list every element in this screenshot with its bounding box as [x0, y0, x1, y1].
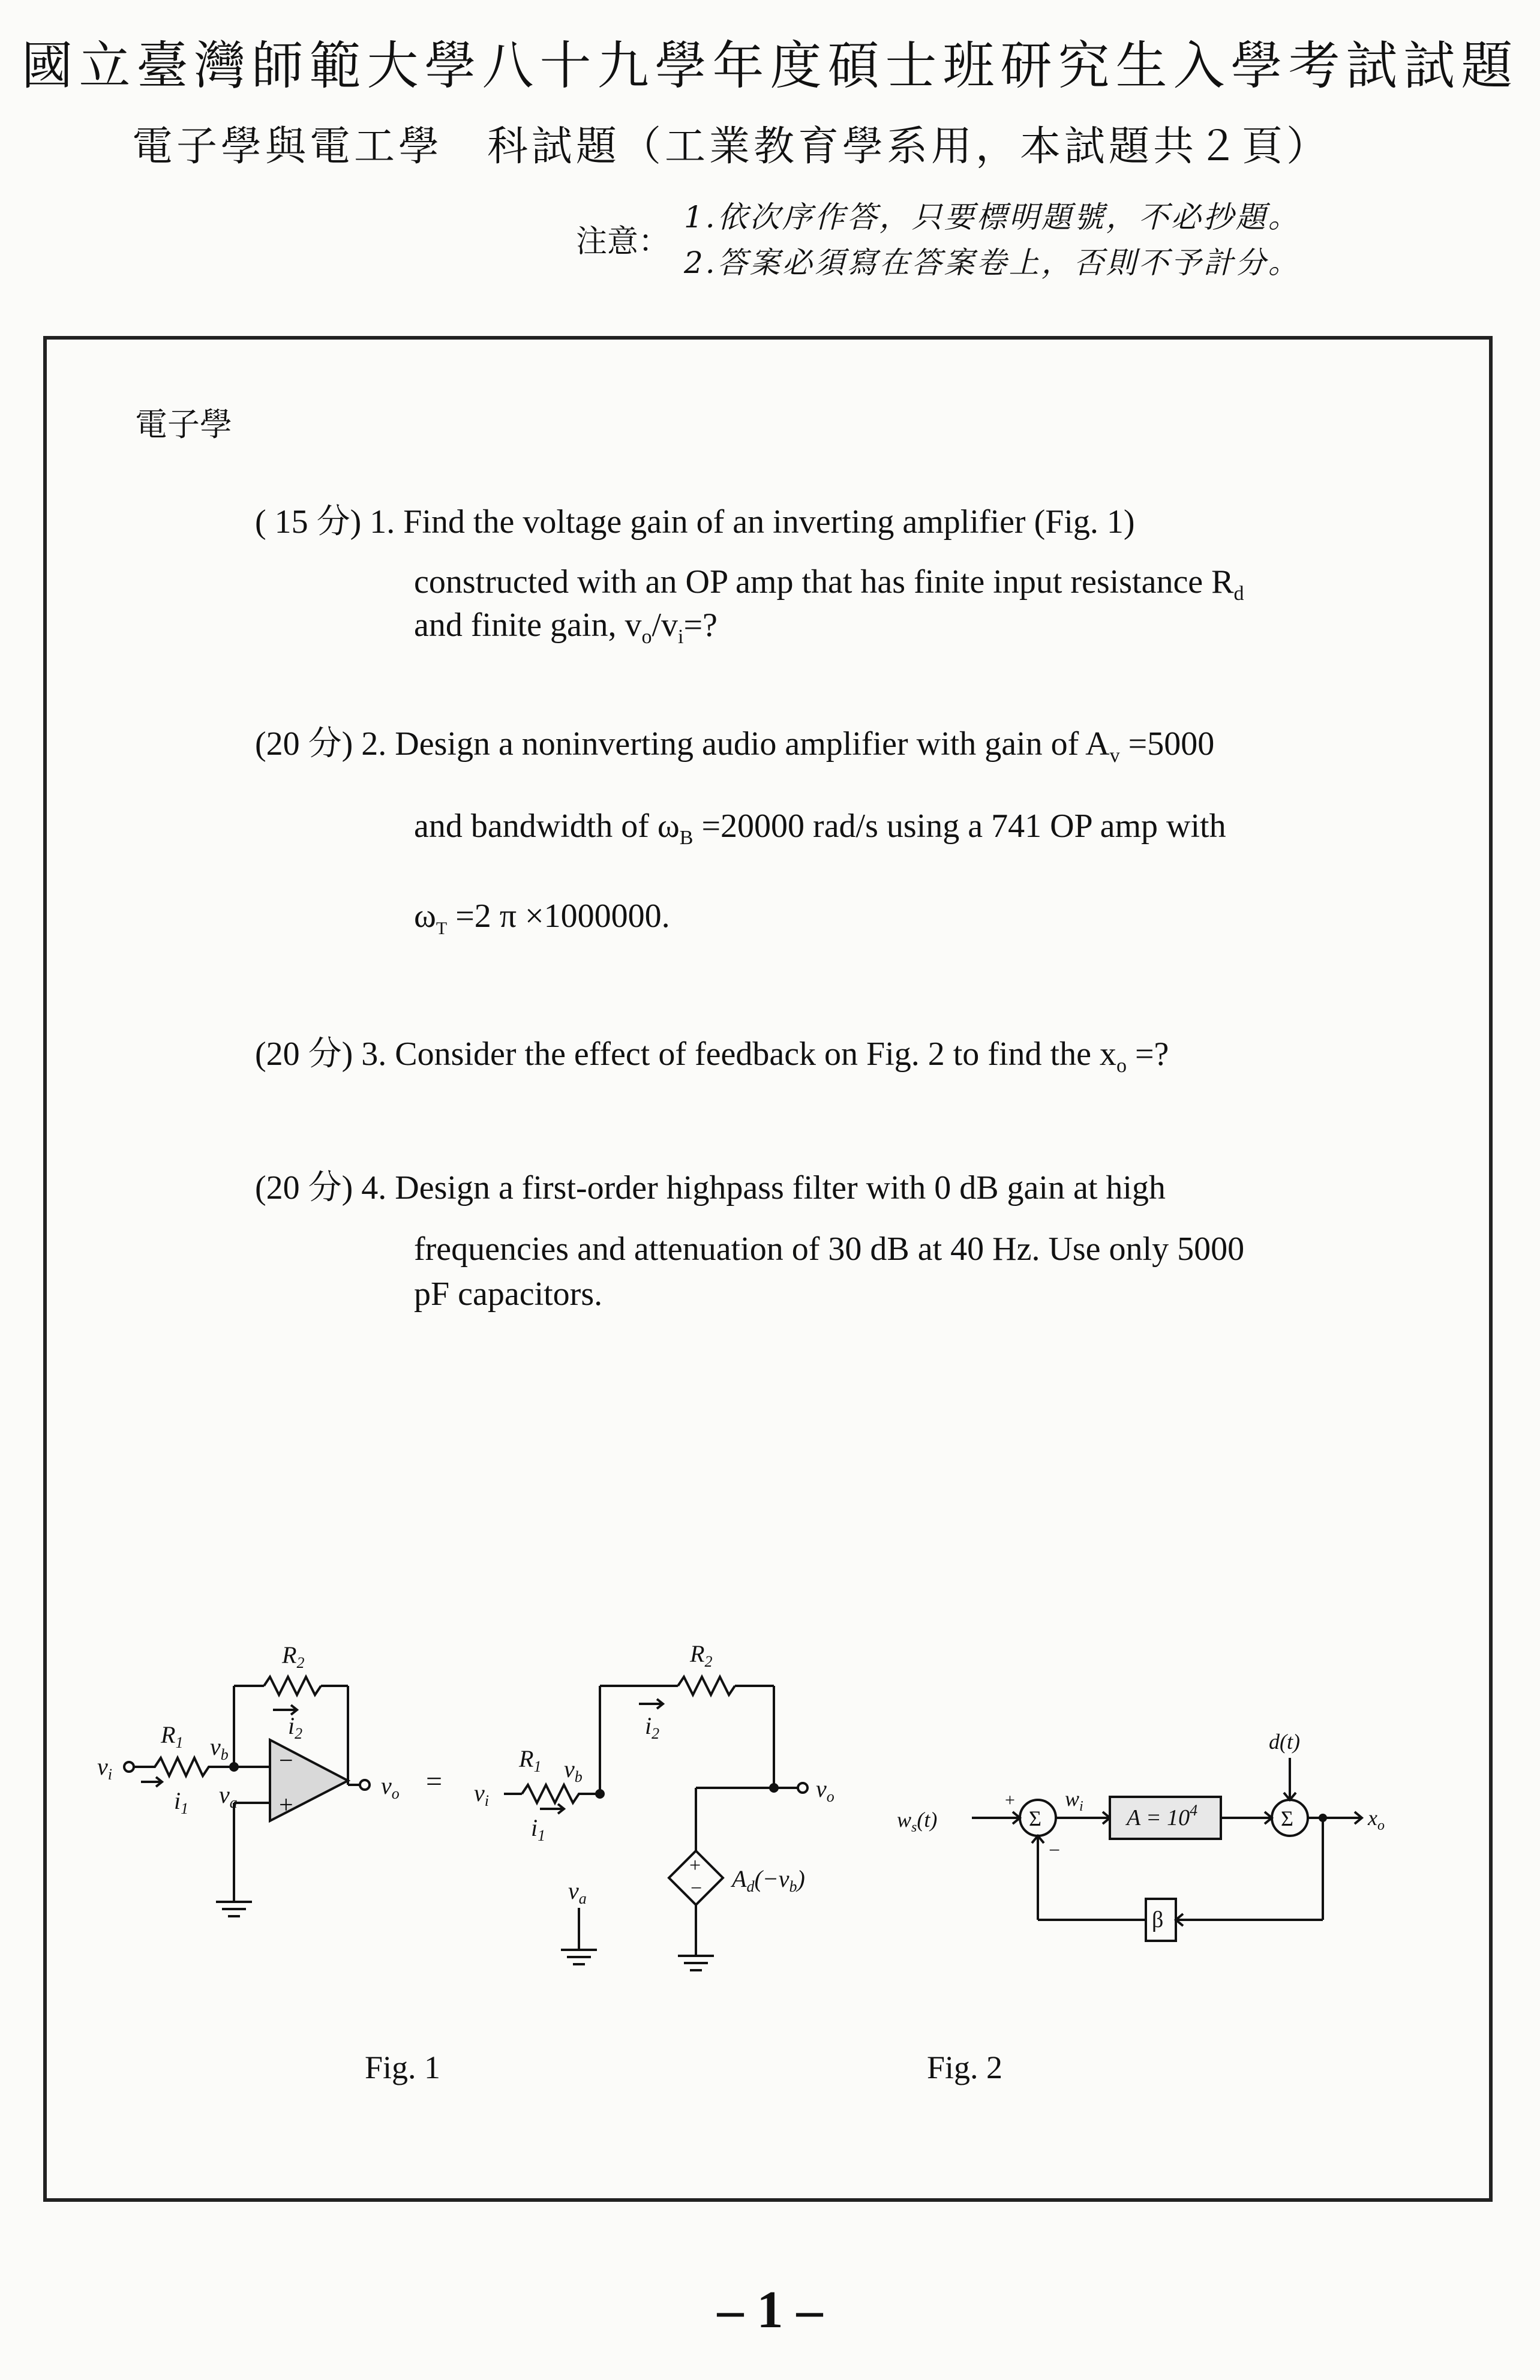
label-i2-sub: 2 [295, 1725, 303, 1742]
question-3 [255, 1027, 1169, 1078]
label-ad-arg-sub: b [789, 1878, 797, 1895]
question-2-points: (20 分) 2. [255, 725, 387, 763]
notice-label: 注意： [576, 224, 670, 260]
opamp-plus-sign: + [279, 1791, 293, 1819]
label-ad: A [732, 1865, 747, 1892]
label-r2: R [282, 1641, 297, 1668]
label-gain: A = 10 [1127, 1805, 1190, 1830]
label-ad-arg: (−v [754, 1865, 789, 1892]
exam-subtitle: 電子學與電工學 科試題（工業教育學系用，本試題共２頁） [132, 123, 1331, 170]
question-1-line-3: and finite gain, v [414, 607, 642, 644]
label-ad-close: ) [797, 1865, 805, 1892]
label-ws-arg: (t) [917, 1808, 938, 1832]
question-2 [255, 717, 1214, 767]
svg-text:R2 [689, 1640, 712, 1670]
question-1-line-1: Find the voltage gain of an inverting amplifier (Fig. 1) [403, 503, 1135, 541]
svg-text:va [219, 1781, 238, 1811]
label-r1: R [161, 1721, 176, 1748]
subscript-d: d [1233, 583, 1244, 605]
question-2-line-2-end: =20000 rad/s using a 741 OP amp with [693, 808, 1226, 845]
svg-text:i1 [531, 1814, 545, 1844]
label-vi-model-sub: i [484, 1792, 489, 1809]
figures-diagram [90, 1620, 1470, 2040]
svg-text:Ad(−vb) [730, 1865, 805, 1895]
label-vi-sub: i [107, 1766, 112, 1783]
label-r2-model-sub: 2 [704, 1653, 713, 1670]
subscript-o: o [641, 626, 652, 649]
label-vi: v [97, 1753, 108, 1780]
svg-text:A = 104 [1125, 1802, 1197, 1830]
svg-text:R1 [160, 1721, 183, 1751]
question-2-line-3-end: =2 π ×1000000. [447, 898, 670, 935]
svg-text:i1 [174, 1787, 188, 1817]
subscript-t: T [436, 919, 448, 939]
label-va-model: v [568, 1877, 579, 1904]
subscript-i: i [678, 626, 684, 649]
question-2-line-2: and bandwidth of ω [414, 808, 680, 845]
label-gain-exp: 4 [1190, 1802, 1198, 1819]
label-va-model-sub: a [578, 1890, 587, 1907]
question-3-line-1: Consider the effect of feedback on Fig. 2 to find the x [395, 1036, 1116, 1073]
page-number: – 1 – [717, 2281, 823, 2339]
question-2-line-1-end: =5000 [1119, 725, 1215, 763]
r1-resistor-left [134, 1758, 234, 1776]
label-i2-model-sub: 2 [652, 1725, 660, 1742]
sum-symbol-2: Σ [1281, 1806, 1293, 1830]
svg-text:xo [1367, 1806, 1385, 1833]
label-va: v [219, 1781, 230, 1808]
label-dt: d(t) [1269, 1730, 1300, 1754]
question-2-line-2-wrap [414, 807, 1226, 850]
question-4-line-2: frequencies and attenuation of 30 dB at 40 Hz. Use only 5000 [414, 1230, 1245, 1268]
question-1-line-2: constructed with an OP amp that has finite input resistance R [414, 563, 1234, 601]
svg-text:R1 [518, 1745, 541, 1775]
question-3-points: (20 分) 3. [255, 1036, 387, 1073]
svg-text:vi [97, 1753, 112, 1783]
r2-resistor-left [264, 1677, 321, 1695]
label-vo: v [381, 1772, 392, 1799]
label-r1-model-sub: 1 [533, 1758, 542, 1775]
source-plus-sign: + [689, 1854, 701, 1877]
svg-text:vo [816, 1775, 834, 1805]
label-xo-sub: o [1377, 1818, 1385, 1833]
label-ws: w [897, 1808, 912, 1832]
question-1-slash: /v [652, 607, 679, 644]
svg-text:i2 [288, 1712, 302, 1742]
label-ad-sub: d [746, 1878, 755, 1895]
question-4 [255, 1161, 1166, 1209]
label-i1-model-sub: 1 [538, 1827, 546, 1844]
label-vo-model: v [816, 1775, 827, 1802]
r2-resistor-model [678, 1677, 735, 1695]
svg-text:vb [210, 1733, 229, 1763]
opamp-minus-sign: − [279, 1747, 293, 1775]
label-i1-sub: 1 [181, 1800, 189, 1817]
label-i1-model: i [531, 1814, 538, 1841]
label-vb-model: v [564, 1755, 575, 1782]
label-ws-sub: s [911, 1820, 917, 1835]
svg-text:wi [1065, 1787, 1083, 1814]
label-vb: v [210, 1733, 221, 1760]
question-1-end: =? [683, 607, 718, 644]
question-1 [255, 495, 1135, 543]
label-beta: β [1152, 1907, 1164, 1932]
notice-item-1: 1.依次序作答，只要標明題號，不必抄題。 [684, 200, 1301, 235]
svg-text:R2 [281, 1641, 304, 1671]
label-wi: w [1065, 1787, 1080, 1811]
question-3-end: =? [1126, 1036, 1169, 1073]
junction-plus-sign: + [1005, 1790, 1015, 1810]
svg-text:vb [564, 1755, 583, 1785]
section-title: 電子學 [135, 406, 232, 443]
question-4-points: (20 分) 4. [255, 1169, 387, 1206]
subscript-v: v [1109, 745, 1120, 767]
question-1-line-2-wrap [414, 563, 1244, 605]
vi-terminal [124, 1762, 134, 1772]
label-wi-sub: i [1079, 1799, 1083, 1814]
question-1-line-3-wrap [414, 606, 718, 649]
subscript-b: B [679, 827, 694, 850]
label-vo-model-sub: o [826, 1788, 834, 1805]
label-i2-model: i [645, 1712, 652, 1739]
question-2-line-1: Design a noninverting audio amplifier with gain of A [395, 725, 1110, 763]
exam-title: 國立臺灣師範大學八十九學年度碩士班研究生入學考試試題 [21, 36, 1519, 96]
fig-2-caption: Fig. 2 [927, 2049, 1003, 2085]
svg-text:vi [474, 1779, 489, 1809]
svg-text:va [568, 1877, 587, 1907]
sum-symbol-1: Σ [1029, 1806, 1041, 1830]
svg-text:ws(t) [897, 1808, 937, 1835]
label-vb-sub: b [220, 1746, 229, 1763]
junction-minus-sign: − [1049, 1839, 1061, 1862]
r1-resistor-model [522, 1785, 600, 1803]
vo-terminal-model [798, 1783, 807, 1793]
fig-1-caption: Fig. 1 [365, 2049, 441, 2085]
vo-terminal [360, 1780, 370, 1790]
label-vo-sub: o [391, 1785, 400, 1802]
notice-item-2: 2.答案必須寫在答案卷上，否則不予計分。 [684, 245, 1301, 280]
label-r1-sub: 1 [175, 1734, 184, 1751]
label-vi-model: v [474, 1779, 485, 1806]
subscript-xo: o [1116, 1055, 1127, 1078]
label-va-sub: a [229, 1794, 238, 1811]
label-r2-model: R [690, 1640, 705, 1667]
question-2-line-3-wrap [414, 897, 670, 939]
question-1-points: ( 15 分) 1. [255, 503, 395, 541]
label-r2-sub: 2 [296, 1654, 305, 1671]
svg-text:i2 [645, 1712, 659, 1742]
label-i1: i [174, 1787, 181, 1814]
question-4-line-3: pF capacitors. [414, 1275, 603, 1313]
question-2-line-3: ω [414, 898, 436, 935]
equals-sign: = [426, 1766, 443, 1797]
question-4-line-1: Design a first-order highpass filter with 0 dB gain at high [395, 1169, 1166, 1206]
label-vb-model-sub: b [574, 1768, 583, 1785]
svg-text:vo [381, 1772, 400, 1802]
label-xo: x [1368, 1806, 1377, 1830]
source-minus-sign: − [691, 1877, 703, 1899]
label-i2: i [288, 1712, 295, 1739]
label-r1-model: R [519, 1745, 534, 1772]
